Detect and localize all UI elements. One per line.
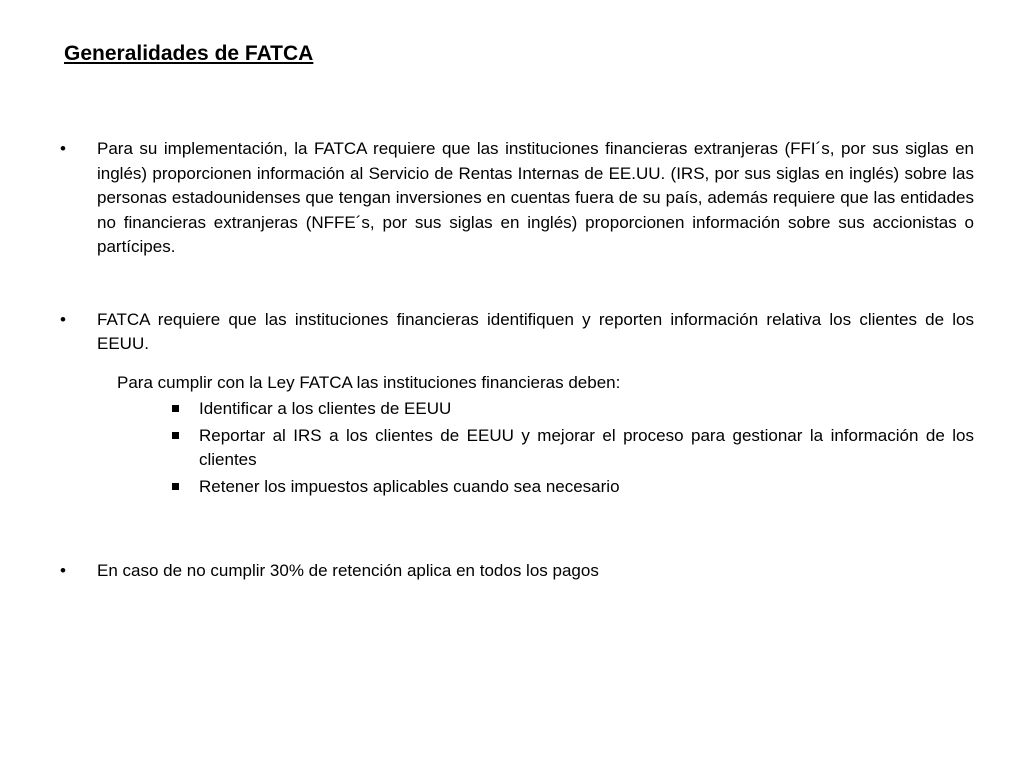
bullet-text: Para su implementación, la FATCA requiere que las instituciones financieras extranjeras (FFI´s, por sus siglas en inglés) proporcionen información al Servicio de Rentas Internas de EE.UU. (IRS, por sus siglas en inglés) sobre las personas estadounidenses que tengan inversiones en cuentas fuera de su país, además requiere que las entidades no financieras extranjeras (NFFE´s, por sus siglas en inglés) proporcionen información sobre sus accionistas o partícipes.	[97, 139, 974, 256]
bullet-text: FATCA requiere que las instituciones financieras identifiquen y reporten información relativa los clientes de los EEUU.	[97, 309, 974, 353]
bullet-item	[60, 559, 974, 584]
square-bullet-icon	[172, 432, 179, 439]
slide-title: Generalidades de FATCA	[64, 42, 314, 65]
bullet-dot-icon: •	[60, 309, 66, 329]
slide-body	[60, 137, 974, 584]
sub-list-item	[60, 475, 974, 500]
bullet-dot-icon: •	[60, 139, 66, 158]
bullet-text: En caso de no cumplir 30% de retención aplica en todos los pagos	[97, 561, 599, 580]
sub-item-text: Reportar al IRS a los clientes de EEUU y mejorar el proceso para gestionar la información de los clientes	[199, 425, 974, 469]
bullet-item	[60, 308, 974, 357]
sub-item-text: Retener los impuestos aplicables cuando sea necesario	[199, 476, 620, 496]
bullet-item	[60, 137, 974, 260]
square-bullet-icon	[172, 483, 179, 490]
bullet-dot-icon: •	[60, 561, 66, 580]
requirements-intro: Para cumplir con la Ley FATCA las instituciones financieras deben:	[117, 372, 621, 392]
sub-list-item	[60, 397, 974, 422]
square-bullet-icon	[172, 405, 179, 412]
sub-item-text: Identificar a los clientes de EEUU	[199, 399, 452, 418]
sub-list-item	[60, 424, 974, 473]
